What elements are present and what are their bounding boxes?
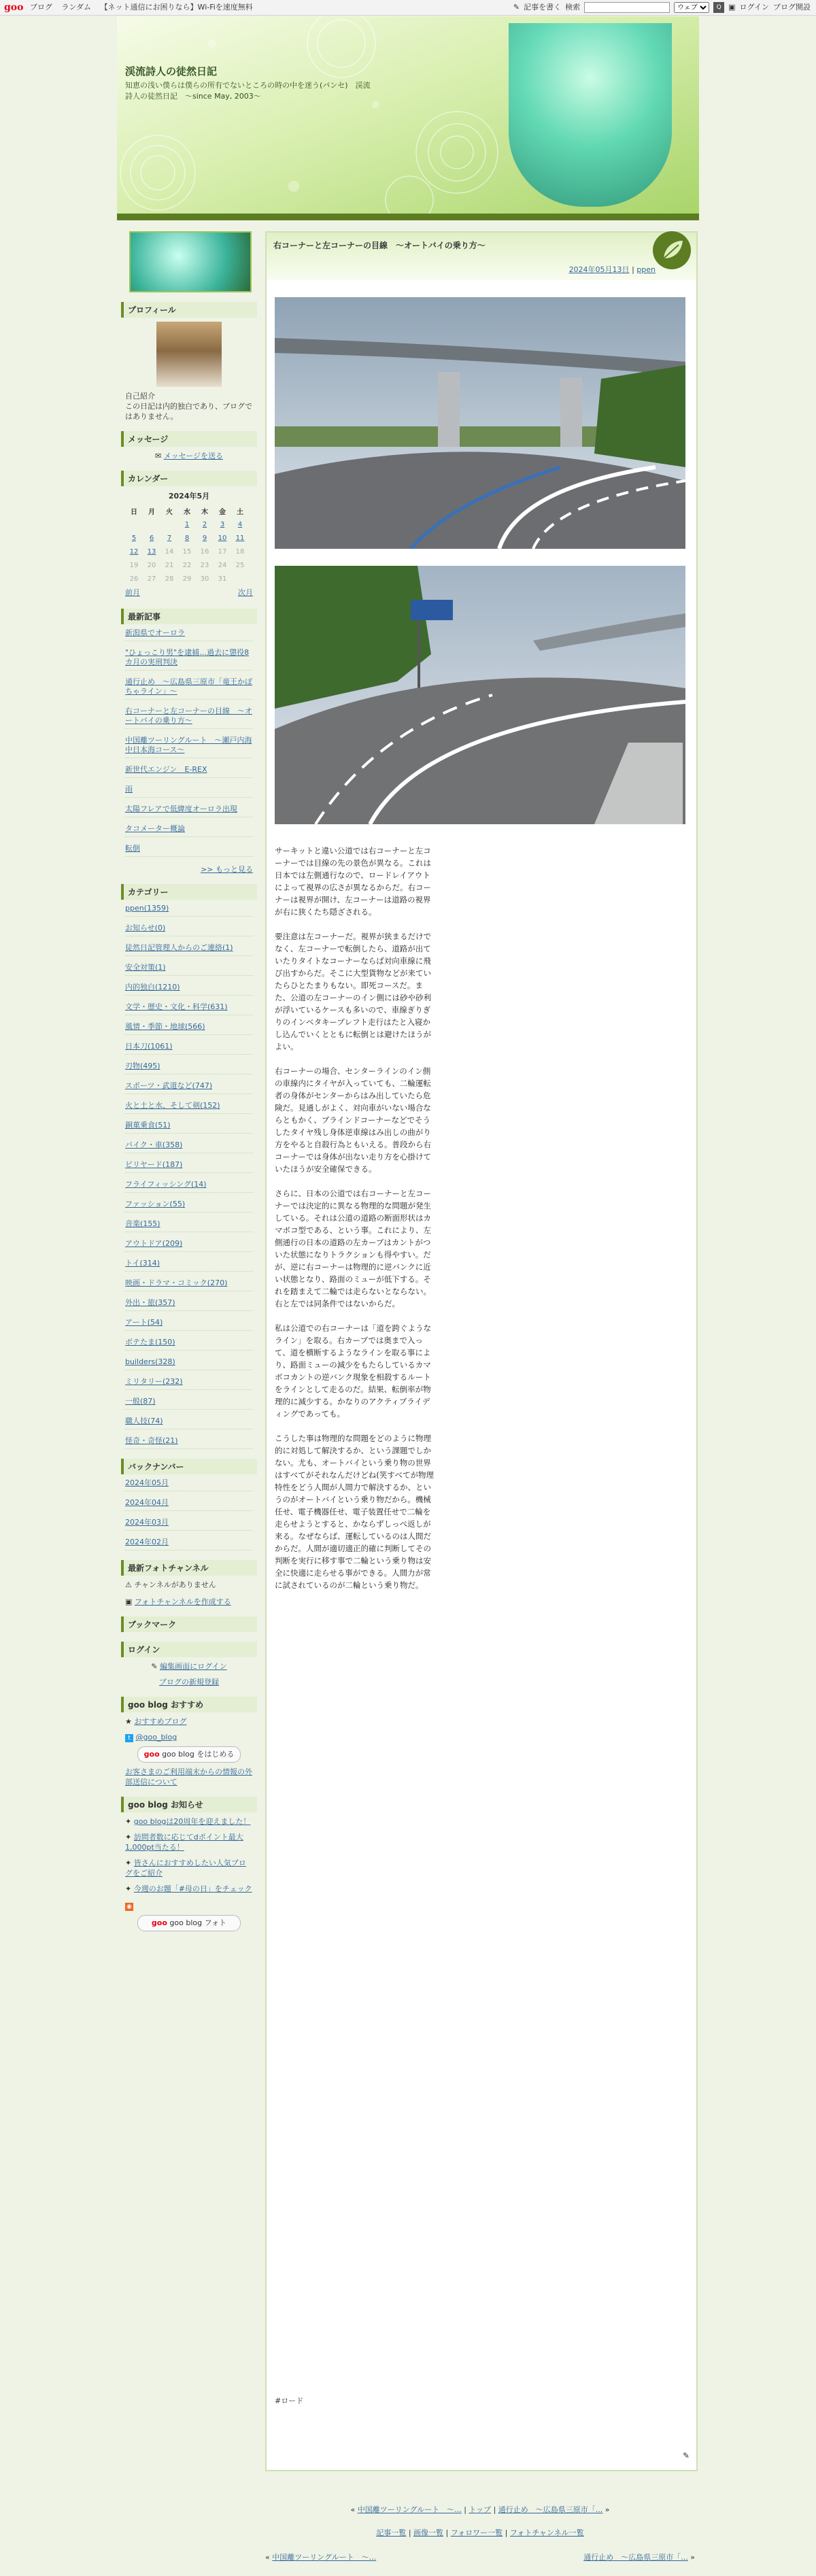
sidebar-banner-image bbox=[129, 231, 252, 292]
category-link[interactable]: 文学・歴史・文化・科学(631) bbox=[125, 1002, 228, 1011]
pager-next-link[interactable]: 通行止め ～広島県三原市「... bbox=[498, 2505, 603, 2514]
footer-followers-link[interactable]: フォロワー一覧 bbox=[450, 2528, 503, 2537]
category-link[interactable]: ボテたま(150) bbox=[125, 1338, 175, 1346]
entry-body bbox=[275, 845, 435, 1604]
footer-next-link[interactable]: 通行止め ～広島県三原市「... bbox=[583, 2553, 688, 2562]
category-link[interactable]: 映画・ドラマ・コミック(270) bbox=[125, 1278, 228, 1287]
calendar-day: 24 bbox=[218, 561, 227, 569]
entry-tag[interactable]: #ロード bbox=[275, 2396, 304, 2405]
backnumber-link[interactable]: 2024年04月 bbox=[125, 1498, 169, 1507]
backnumber-link[interactable]: 2024年05月 bbox=[125, 1478, 169, 1487]
category-link[interactable]: 火と土と水、そして剣(152) bbox=[125, 1101, 220, 1110]
entry-paragraph: さらに、日本の公道では右コーナーと左コーナーでは決定的に異なる物理的な問題が発生している。それは公道の道路の断面形状はカマボコ型である、という事。これにより、左側通行の日本の道路の左カーブはカントがついた状態になりトラクションも得やすい。だが、逆に右コーナーは物理的に逆バンクに近い状態となり、路面のミューが低下する。それを踏まえて二輪では走らないとならない。右と左では同条件ではないからだ。 bbox=[275, 1189, 431, 1308]
calendar-day[interactable]: 13 bbox=[147, 547, 156, 556]
bookmark-heading: ブックマーク bbox=[121, 1616, 257, 1632]
category-link[interactable]: ファッション(55) bbox=[125, 1200, 186, 1208]
login-heading: ログイン bbox=[121, 1642, 257, 1657]
notice-link[interactable]: goo blogは20周年を迎えました！ bbox=[133, 1817, 251, 1826]
leaf-icon bbox=[651, 230, 692, 271]
notice-icon: ✦ bbox=[125, 1833, 132, 1842]
recent-entry-link[interactable]: 雨 bbox=[125, 785, 133, 794]
entry-author[interactable]: ppen bbox=[636, 265, 656, 274]
photochannel-empty: チャンネルがありません bbox=[134, 1580, 216, 1589]
notice-icon: ✦ bbox=[125, 1859, 132, 1867]
calendar-month: 2024年5月 bbox=[168, 492, 210, 501]
calendar-day: 20 bbox=[147, 561, 156, 569]
top-nav bbox=[30, 0, 260, 15]
calendar-day: 19 bbox=[129, 561, 139, 569]
calendar-day[interactable]: 9 bbox=[202, 534, 207, 542]
rss-icon[interactable]: ◉ bbox=[125, 1903, 133, 1911]
backnumber-link[interactable]: 2024年02月 bbox=[125, 1538, 169, 1546]
entry-photo-bridge bbox=[275, 297, 685, 549]
nav-ad[interactable]: 【ネット通信にお困りなら】Wi-Fiを速度無料 bbox=[100, 3, 253, 12]
calendar-day: 27 bbox=[147, 575, 156, 583]
pager-top-link[interactable]: トップ bbox=[469, 2505, 492, 2514]
footer-links: 記事一覧 | 画像一覧 | フォロワー一覧 | フォトチャンネル一覧 bbox=[376, 2528, 584, 2537]
goo-brand: goo bbox=[143, 1750, 160, 1759]
recent-entry-link[interactable]: タコメーター概論 bbox=[125, 824, 185, 833]
calendar-prev-link[interactable]: 前月 bbox=[125, 588, 140, 597]
nav-blog[interactable]: ブログ bbox=[30, 3, 52, 12]
weekday-fri: 金 bbox=[219, 508, 226, 516]
backnumber-heading: バックナンバー bbox=[121, 1459, 257, 1474]
message-heading: メッセージ bbox=[121, 431, 257, 447]
meta-separator: | bbox=[632, 265, 634, 274]
entry-pager: « 中国離ツーリングルート ～... | トップ | 通行止め ～広島県三原市「... » bbox=[350, 2505, 610, 2514]
calendar-day[interactable]: 3 bbox=[220, 520, 225, 528]
pencil-icon: ✎ bbox=[513, 3, 520, 12]
category-link[interactable]: バイク・車(358) bbox=[125, 1140, 183, 1149]
notice-box bbox=[121, 1797, 257, 1931]
notice-link[interactable]: 今週のお題「#母の日」をチェック bbox=[133, 1884, 252, 1893]
notice-link[interactable]: 皆さんにおすすめしたい人気ブログをご紹介 bbox=[125, 1859, 246, 1878]
login-link[interactable]: ログイン bbox=[739, 3, 769, 12]
backnumber-link[interactable]: 2024年03月 bbox=[125, 1518, 169, 1527]
category-link[interactable]: お知らせ(0) bbox=[125, 923, 166, 932]
category-link[interactable]: 安全対策(1) bbox=[125, 963, 166, 972]
category-link[interactable]: スポーツ・武道など(747) bbox=[125, 1081, 213, 1090]
search-button[interactable]: Q bbox=[713, 2, 724, 13]
weekday-sun: 日 bbox=[131, 508, 137, 516]
weekday-thu: 木 bbox=[201, 508, 208, 516]
pager-prev-link[interactable]: 中国離ツーリングルート ～... bbox=[357, 2505, 462, 2514]
entry-paragraph: 右コーナーの場合、センターラインのイン側の車線内にタイヤが入っていても、二輪運転者の身体がセンターからはみ出していたら危険だ。見通しがよく、対向車がいない場合ならともかく、ブラインドコーナーなどでそうしたタイヤ残し身体逆車線はみ出しの曲がり方をやると自殺行為ともいえる。普段から右コーナーでは身体が出ない走り方を心掛けていたほうが安全確保できる。 bbox=[275, 1066, 431, 1174]
calendar-day: 18 bbox=[235, 547, 245, 556]
footer-entries-link[interactable]: 記事一覧 bbox=[376, 2528, 407, 2537]
profile-box bbox=[121, 302, 257, 422]
recent-entry-link[interactable]: 新世代エンジン E-REX bbox=[125, 765, 207, 774]
category-link[interactable]: 刃物(495) bbox=[125, 1062, 160, 1070]
top-right bbox=[513, 0, 811, 15]
footer-images-link[interactable]: 画像一覧 bbox=[413, 2528, 444, 2537]
calendar-day: 31 bbox=[218, 575, 227, 583]
calendar-day: 16 bbox=[200, 547, 209, 556]
calendar-day bbox=[143, 518, 160, 531]
recent-entry-link[interactable]: 転倒 bbox=[125, 844, 140, 853]
search-label: 検索 bbox=[565, 3, 581, 12]
entry-paragraph: 要注意は左コーナーだ。視界が狭まるだけでなく、左コーナーで転倒したら、道路が出ていたりタイトなコーナーならば対向車線に飛び出すからだ。そこに大型貨物などが来ていたらひとたまりもない。即死コースだ。また、公道の左コーナーのイン側には砂や砂利が浮いているケースも多いので、車線ぎりぎりのインベタキープレフト走行はたと入寝かし込んでいくとともに転倒とは避けたほうがよい。 bbox=[275, 932, 431, 1051]
profile-avatar bbox=[156, 322, 222, 387]
recent-entry-link[interactable]: 太陽フレアで低緯度オーロラ出現 bbox=[125, 804, 237, 813]
message-icon: ✉ bbox=[154, 452, 162, 460]
category-link[interactable]: builders(328) bbox=[125, 1357, 175, 1366]
notice-icon: ✦ bbox=[125, 1817, 132, 1826]
category-link[interactable]: 一般(87) bbox=[125, 1397, 156, 1406]
profile-link[interactable]: 自己紹介 bbox=[125, 392, 155, 401]
twitter-link[interactable]: @goo_blog bbox=[135, 1733, 177, 1742]
camera-icon: ▣ bbox=[125, 1597, 133, 1606]
category-link[interactable]: ミリタリー(232) bbox=[125, 1377, 183, 1386]
calendar-day[interactable]: 2 bbox=[202, 520, 207, 528]
calendar-day: 21 bbox=[165, 561, 174, 569]
calendar-day: 15 bbox=[182, 547, 192, 556]
recent-entry-link[interactable]: 通行止め ～広島県三原市「竜王かぼちゃライン」～ bbox=[125, 677, 252, 696]
recent-entry-link[interactable]: 右コーナーと左コーナーの目線 ～オートバイの乗り方～ bbox=[125, 707, 252, 725]
entry-paragraph: こうした事は物理的な問題をどのように物理的に対処して解決するか、という課題でしかない。尤も、オートバイという乗り物の世界はすべてがそれなんだけどね(笑すべてが物理特性をどう人間が人間力で解決するか、というのがオートバイという乗り物だから。機械任せ、電子機器任せ、電子装置任せで二輪を走らせようとすると、かならずしっぺ返しが来る。なぜならば、運転しているのは人間だからだ。人間が適切適正的確に判断してその判断を実行に移す事で二輪という乗り物は安全に快適に走らせる事ができる。人間力が常に試されているのが二輪という乗り物だ。 bbox=[275, 1434, 435, 1590]
calendar-day[interactable]: 4 bbox=[237, 520, 243, 528]
edit-login-link[interactable]: 編集画面にログイン bbox=[160, 1662, 227, 1671]
calendar-day[interactable]: 5 bbox=[131, 534, 137, 542]
edit-icon[interactable]: ✎ bbox=[682, 2451, 690, 2460]
calendar-next-link[interactable]: 次月 bbox=[238, 588, 253, 597]
entry-date[interactable]: 2024年05月13日 bbox=[568, 265, 630, 274]
calendar-day: 28 bbox=[165, 575, 174, 583]
category-link[interactable]: アート(54) bbox=[125, 1318, 163, 1327]
bookmark-box bbox=[121, 1616, 257, 1632]
backnumber-box bbox=[121, 1459, 257, 1550]
calendar-day[interactable]: 6 bbox=[149, 534, 154, 542]
start-blog-label: goo blog をはじめる bbox=[162, 1750, 235, 1759]
category-link[interactable]: 内的独白(1210) bbox=[125, 983, 180, 992]
entry-meta bbox=[569, 264, 656, 275]
category-link[interactable]: アウトドア(209) bbox=[125, 1239, 183, 1248]
entry-paragraph: 私は公道での右コーナーは「道を跨ぐようなライン」を取る。右カーブでは奥まで入って、道を横断するようなラインを取る事により、路面ミューの減少をもたらしているカマボコカントの逆バンク現象を相殺するルートをラインとして走るのだ。結果、転倒率が物理的に減少する。かなりのアクティブライディングであっても。 bbox=[275, 1323, 431, 1419]
calendar-day: 30 bbox=[200, 575, 209, 583]
category-link[interactable]: トイ(314) bbox=[125, 1259, 160, 1268]
recommend-heading: goo blog おすすめ bbox=[121, 1697, 257, 1712]
twitter-icon: t bbox=[125, 1734, 133, 1742]
category-link[interactable]: 職人技(74) bbox=[125, 1417, 163, 1425]
recent-entries-box bbox=[121, 609, 257, 875]
calendar-day[interactable]: 1 bbox=[184, 520, 190, 528]
recent-heading: 最新記事 bbox=[121, 609, 257, 624]
category-link[interactable]: 日本刀(1061) bbox=[125, 1042, 173, 1051]
notice-link[interactable]: 訪問者数に応じてdポイント最大1,000pt当たる！ bbox=[125, 1833, 243, 1852]
header-bottom-bar bbox=[117, 214, 699, 220]
calendar-day bbox=[125, 518, 143, 531]
photo-button[interactable] bbox=[137, 1915, 241, 1931]
pencil-icon: ✎ bbox=[151, 1662, 158, 1671]
calendar-day[interactable]: 10 bbox=[218, 534, 227, 542]
message-box bbox=[121, 431, 257, 461]
calendar-day bbox=[231, 572, 249, 586]
footer-photochannel-link[interactable]: フォトチャンネル一覧 bbox=[509, 2528, 584, 2537]
shaved-ice-glass-image bbox=[509, 23, 672, 207]
category-link[interactable]: ppen(1359) bbox=[125, 904, 169, 913]
calendar-day[interactable]: 8 bbox=[184, 534, 190, 542]
calendar-day: 14 bbox=[165, 547, 174, 556]
goo-logo[interactable]: goo bbox=[4, 2, 24, 13]
top-bar bbox=[0, 0, 816, 16]
footer-prev-link[interactable]: 中国離ツーリングルート ～... bbox=[272, 2553, 377, 2562]
blog-description: 知恵の浅い僕らは僕らの所有でないところの時の中を迷う(パンセ) 渓流詩人の徒然日記 ～since May, 2003～ bbox=[125, 81, 371, 101]
login-box bbox=[121, 1642, 257, 1687]
weekday-sat: 土 bbox=[237, 508, 243, 516]
calendar-box bbox=[121, 471, 257, 599]
category-link[interactable]: 外出・旅(357) bbox=[125, 1298, 175, 1307]
login-icon: ▣ bbox=[728, 3, 736, 12]
entry-photo-curve bbox=[275, 566, 685, 824]
entry-header bbox=[267, 233, 696, 280]
search-scope-select[interactable] bbox=[674, 2, 709, 13]
categories-box bbox=[121, 884, 257, 1449]
entry-paragraph: サーキットと違い公道では右コーナーと左コーナーでは目線の先の景色が異なる。これは日本では左側通行なので、ロードレイアウトによって視界の広さが異なるからだ。右コーナーは視界が開け、左コーナーは道路の視界が右に狭くたち隠ざされる。 bbox=[275, 846, 431, 917]
category-link[interactable]: フライフィッシング(14) bbox=[125, 1180, 207, 1189]
profile-heading: プロフィール bbox=[121, 302, 257, 318]
calendar-day: 22 bbox=[182, 561, 192, 569]
notice-icon: ✦ bbox=[125, 1884, 132, 1893]
calendar-day[interactable]: 12 bbox=[129, 547, 139, 556]
weekday-tue: 火 bbox=[166, 508, 173, 516]
search-input[interactable] bbox=[584, 2, 670, 13]
calendar-day: 26 bbox=[129, 575, 139, 583]
calendar-day bbox=[160, 518, 178, 531]
weekday-wed: 水 bbox=[184, 508, 190, 516]
recent-entry-link[interactable]: 中国離ツーリングルート ～瀬戸内海中日本海コース～ bbox=[125, 736, 252, 754]
recent-entry-link[interactable]: "ひょっこり男"を逮捕…過去に懲役8カ月の実刑判決 bbox=[125, 648, 250, 666]
photo-button-label: goo blog フォト bbox=[169, 1918, 227, 1927]
category-link[interactable]: 風情・季節・地球(566) bbox=[125, 1022, 205, 1031]
categories-heading: カテゴリー bbox=[121, 884, 257, 900]
recent-more-link[interactable]: >> もっと見る bbox=[201, 865, 253, 874]
calendar-day: 29 bbox=[182, 575, 192, 583]
entry-article bbox=[265, 231, 698, 2471]
nav-random[interactable]: ランダム bbox=[61, 3, 92, 12]
calendar-day: 23 bbox=[200, 561, 209, 569]
recent-entry-link[interactable]: 新潟県でオーロラ bbox=[125, 628, 185, 637]
goo-brand: goo bbox=[151, 1918, 167, 1927]
start-blog-button[interactable] bbox=[137, 1746, 241, 1763]
photochannel-box bbox=[121, 1560, 257, 1607]
calendar-day[interactable]: 7 bbox=[167, 534, 172, 542]
weekday-mon: 月 bbox=[148, 508, 155, 516]
external-transmission-link[interactable]: お客さまのご利用端末からの情報の外部送信について bbox=[125, 1767, 252, 1786]
category-link[interactable]: 銅菓乗食(51) bbox=[125, 1121, 171, 1130]
calendar-day: 25 bbox=[235, 561, 245, 569]
profile-text: この日記は内的独白であり、ブログではありません。 bbox=[125, 402, 252, 421]
notice-heading: goo blog お知らせ bbox=[121, 1797, 257, 1812]
category-link[interactable]: 怪奇・奇怪(21) bbox=[125, 1436, 178, 1445]
write-link[interactable]: 記事を書く bbox=[524, 3, 562, 12]
calendar-heading: カレンダー bbox=[121, 471, 257, 486]
recommend-icon: ★ bbox=[125, 1717, 132, 1726]
category-link[interactable]: 徒然日記管理人からのご連絡(1) bbox=[125, 943, 233, 952]
photochannel-create-link[interactable]: フォトチャンネルを作成する bbox=[134, 1597, 231, 1606]
calendar-day: 17 bbox=[218, 547, 227, 556]
register-link[interactable]: ブログ開設 bbox=[773, 3, 811, 12]
recommend-blog-link[interactable]: おすすめブログ bbox=[134, 1717, 187, 1726]
message-link[interactable]: メッセージを送る bbox=[163, 452, 224, 460]
recommend-box bbox=[121, 1697, 257, 1787]
calendar-table bbox=[125, 504, 249, 586]
warning-icon: ⚠ bbox=[125, 1580, 132, 1589]
category-link[interactable]: 音楽(155) bbox=[125, 1219, 160, 1228]
sidebar bbox=[121, 231, 257, 1941]
category-link[interactable]: ビリヤード(187) bbox=[125, 1160, 183, 1169]
calendar-day[interactable]: 11 bbox=[235, 534, 245, 542]
blog-title[interactable]: 渓流詩人の徒然日記 bbox=[125, 65, 218, 78]
new-blog-link[interactable]: ブログの新規登録 bbox=[159, 1678, 219, 1687]
photochannel-heading: 最新フォトチャンネル bbox=[121, 1560, 257, 1576]
blog-header bbox=[117, 16, 699, 214]
entry-title[interactable]: 右コーナーと左コーナーの目線 ～オートバイの乗り方～ bbox=[273, 241, 486, 250]
